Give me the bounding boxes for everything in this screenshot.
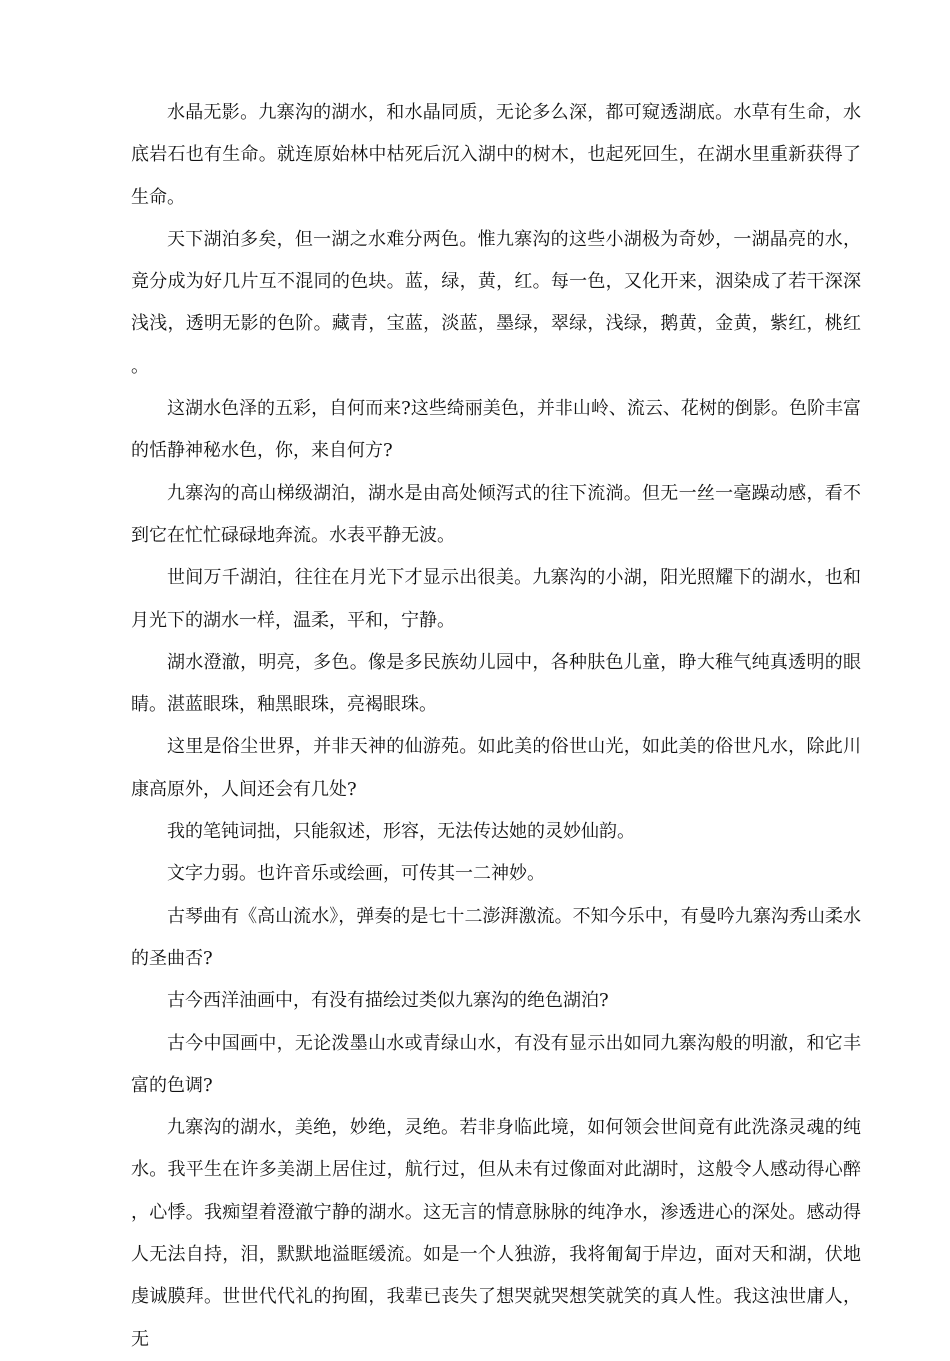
paragraph-13: 九寨沟的湖水，美绝，妙绝，灵绝。若非身临此境，如何领会世间竟有此洗涤灵魂的纯水。我平生在许多美湖上居住过，航行过，但从未有过像面对此湖时，这般令人感动得心醉，心悸。我痴望着澄澈宁静的湖水。这无言的情意脉脉的纯净水，渗透进心的深处。感动得人无法自持，泪，默默地溢眶缓流。如是一个人独游，我将匍匐于岸边，面对天和湖，伏地虔诚膜拜。世世代代礼的拘囿，我辈已丧失了想哭就哭想笑就笑的真人性。我这浊世庸人，无 (131, 1117, 861, 1350)
paragraph-11: 古今西洋油画中，有没有描绘过类似九寨沟的绝色湖泊? (167, 990, 609, 1012)
paragraph-12: 古今中国画中，无论泼墨山水或青绿山水，有没有显示出如同九寨沟般的明澈，和它丰富的色调? (131, 1032, 861, 1096)
paragraph-5: 世间万千湖泊，往往在月光下才显示出很美。九寨沟的小湖，阳光照耀下的湖水，也和月光下的湖水一样，温柔，平和，宁静。 (131, 567, 861, 631)
paragraph-2: 天下湖泊多矣，但一湖之水难分两色。惟九寨沟的这些小湖极为奇妙，一湖晶亮的水，竟分成为好几片互不混同的色块。蓝，绿，黄，红。每一色，又化开来，洇染成了若干深深浅浅，透明无影的色阶。藏青，宝蓝，淡蓝，墨绿，翠绿，浅绿，鹅黄，金黄，紫红，桃红。 (131, 228, 861, 377)
paragraph-7: 这里是俗尘世界，并非天神的仙游苑。如此美的俗世山光，如此美的俗世凡水，除此川康高原外，人间还会有几处? (131, 736, 861, 800)
paragraph-9: 文字力弱。也许音乐或绘画，可传其一二神妙。 (167, 863, 545, 885)
paragraph-8: 我的笔钝词拙，只能叙述，形容，无法传达她的灵妙仙韵。 (167, 821, 635, 843)
document-page (131, 92, 861, 1361)
paragraph-10: 古琴曲有《高山流水》，弹奏的是七十二澎湃激流。不知今乐中，有曼吟九寨沟秀山柔水的圣曲否? (131, 905, 861, 969)
paragraph-3: 这湖水色泽的五彩，自何而来?这些绮丽美色，并非山岭、流云、花树的倒影。色阶丰富的恬静神秘水色，你，来自何方? (131, 398, 861, 462)
paragraph-1: 水晶无影。九寨沟的湖水，和水晶同质，无论多么深，都可窥透湖底。水草有生命，水底岩石也有生命。就连原始林中枯死后沉入湖中的树木，也起死回生，在湖水里重新获得了生命。 (131, 102, 861, 208)
paragraph-6: 湖水澄澈，明亮，多色。像是多民族幼儿园中，各种肤色儿童，睁大稚气纯真透明的眼睛。湛蓝眼珠，釉黑眼珠，亮褐眼珠。 (131, 651, 861, 716)
paragraph-4: 九寨沟的高山梯级湖泊，湖水是由高处倾泻式的往下流淌。但无一丝一毫躁动感，看不到它在忙忙碌碌地奔流。水表平静无波。 (131, 482, 861, 546)
